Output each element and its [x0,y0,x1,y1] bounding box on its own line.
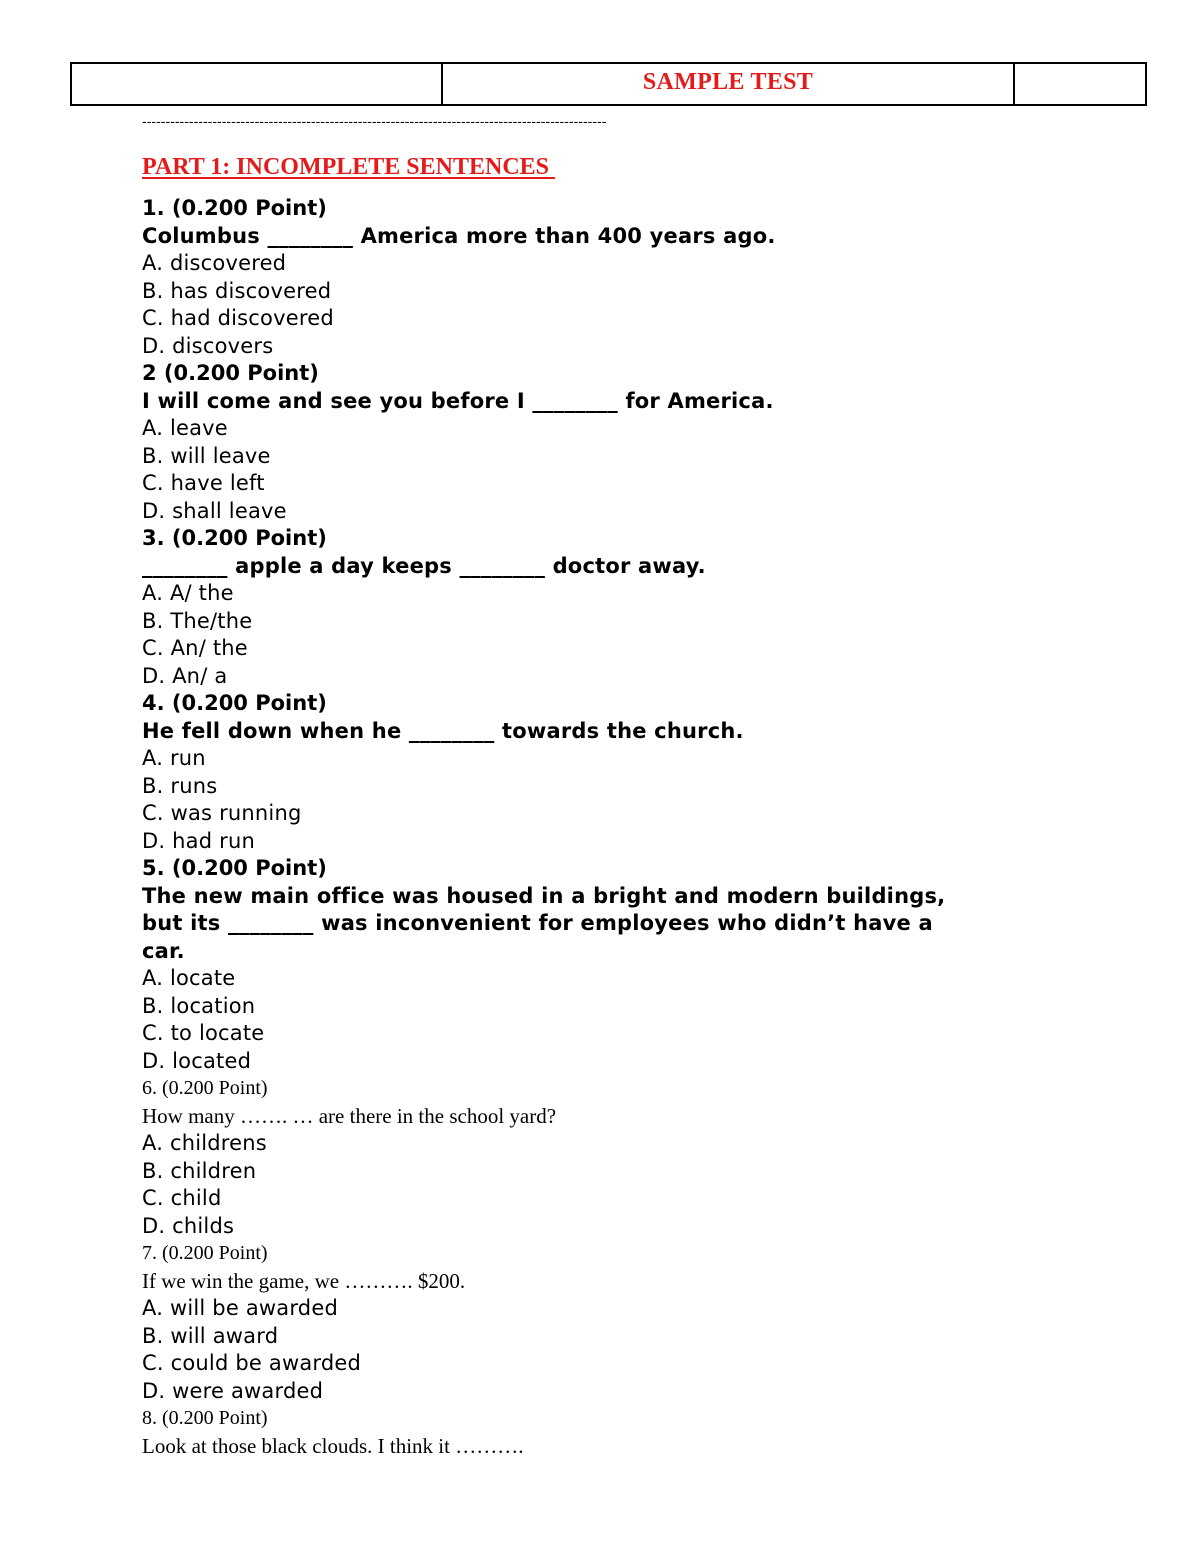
question-6-option-d[interactable]: D. childs [142,1213,235,1238]
question-4-option-d[interactable]: D. had run [142,828,255,853]
question-5-option-b[interactable]: B. location [142,993,256,1018]
question-3-option-a[interactable]: A. A/ the [142,581,234,605]
question-2-option-d[interactable]: D. shall leave [142,498,287,523]
question-2-option-b[interactable]: B. will leave [142,443,271,468]
header-cell-title [442,63,1014,105]
question-7-points: 7. (0.200 Point) [142,1242,268,1264]
question-3-points: 3. (0.200 Point) [142,526,327,550]
question-5-points: 5. (0.200 Point) [142,856,327,880]
question-7-option-b[interactable]: B. will award [142,1323,279,1348]
question-3-option-c[interactable]: C. An/ the [142,636,248,660]
question-5-option-c[interactable]: C. to locate [142,1021,265,1045]
question-8-text: Look at those black clouds. I think it ………. [142,1433,524,1458]
question-6-points: 6. (0.200 Point) [142,1077,268,1099]
question-6-option-c[interactable]: C. child [142,1186,222,1210]
question-1-points: 1. (0.200 Point) [142,196,327,220]
question-1-option-d[interactable]: D. discovers [142,333,274,358]
question-3-option-b[interactable]: B. The/the [142,608,253,633]
header-cell-left [71,63,442,105]
question-1-text: Columbus ________ America more than 400 years ago. [142,223,776,248]
test-title: SAMPLE TEST [642,69,814,95]
question-8 [142,1405,1042,1460]
question-3-option-d[interactable]: D. An/ a [142,663,228,688]
question-4-option-b[interactable]: B. runs [142,773,218,798]
question-7-option-d[interactable]: D. were awarded [142,1378,324,1403]
question-5 [142,855,1042,1075]
question-5-option-d[interactable]: D. located [142,1048,252,1073]
question-1-option-b[interactable]: B. has discovered [142,278,332,303]
question-7 [142,1240,1042,1405]
question-6 [142,1075,1042,1240]
question-6-option-a[interactable]: A. childrens [142,1131,267,1155]
question-7-option-a[interactable]: A. will be awarded [142,1296,338,1320]
question-7-text: If we win the game, we ………. $200. [142,1268,466,1293]
header-table [70,62,1147,106]
question-4 [142,690,1042,855]
question-2-option-c[interactable]: C. have left [142,471,265,495]
question-4-points: 4. (0.200 Point) [142,691,327,715]
question-2-text: I will come and see you before I ________ for America. [142,388,774,413]
part-title: PART 1: INCOMPLETE SENTENCES [142,154,556,180]
header-cell-right [1014,63,1146,105]
question-5-option-a[interactable]: A. locate [142,966,236,990]
question-5-text-line-3: car. [142,938,185,963]
question-1-option-c[interactable]: C. had discovered [142,306,334,330]
question-4-option-c[interactable]: C. was running [142,801,302,825]
question-3-text: ________ apple a day keeps ________ doctor away. [142,553,706,578]
questions-list [142,195,1042,1460]
question-4-text: He fell down when he ________ towards the church. [142,718,744,743]
question-1 [142,195,1042,360]
question-5-text-line-1: The new main office was housed in a bright and modern buildings, [142,883,946,908]
question-6-option-b[interactable]: B. children [142,1158,257,1183]
question-8-points: 8. (0.200 Point) [142,1407,268,1429]
question-5-text-line-2: but its ________ was inconvenient for employees who didn’t have a [142,911,933,935]
question-2-option-a[interactable]: A. leave [142,416,228,440]
question-7-option-c[interactable]: C. could be awarded [142,1351,362,1375]
question-3 [142,525,1042,690]
dashed-divider: --------------------------------------------------------------------------------------------------- [142,115,607,130]
question-2 [142,360,1042,525]
question-2-points: 2 (0.200 Point) [142,361,319,385]
question-4-option-a[interactable]: A. run [142,746,206,770]
question-1-option-a[interactable]: A. discovered [142,251,287,275]
question-6-text: How many ……. … are there in the school yard? [142,1103,557,1128]
